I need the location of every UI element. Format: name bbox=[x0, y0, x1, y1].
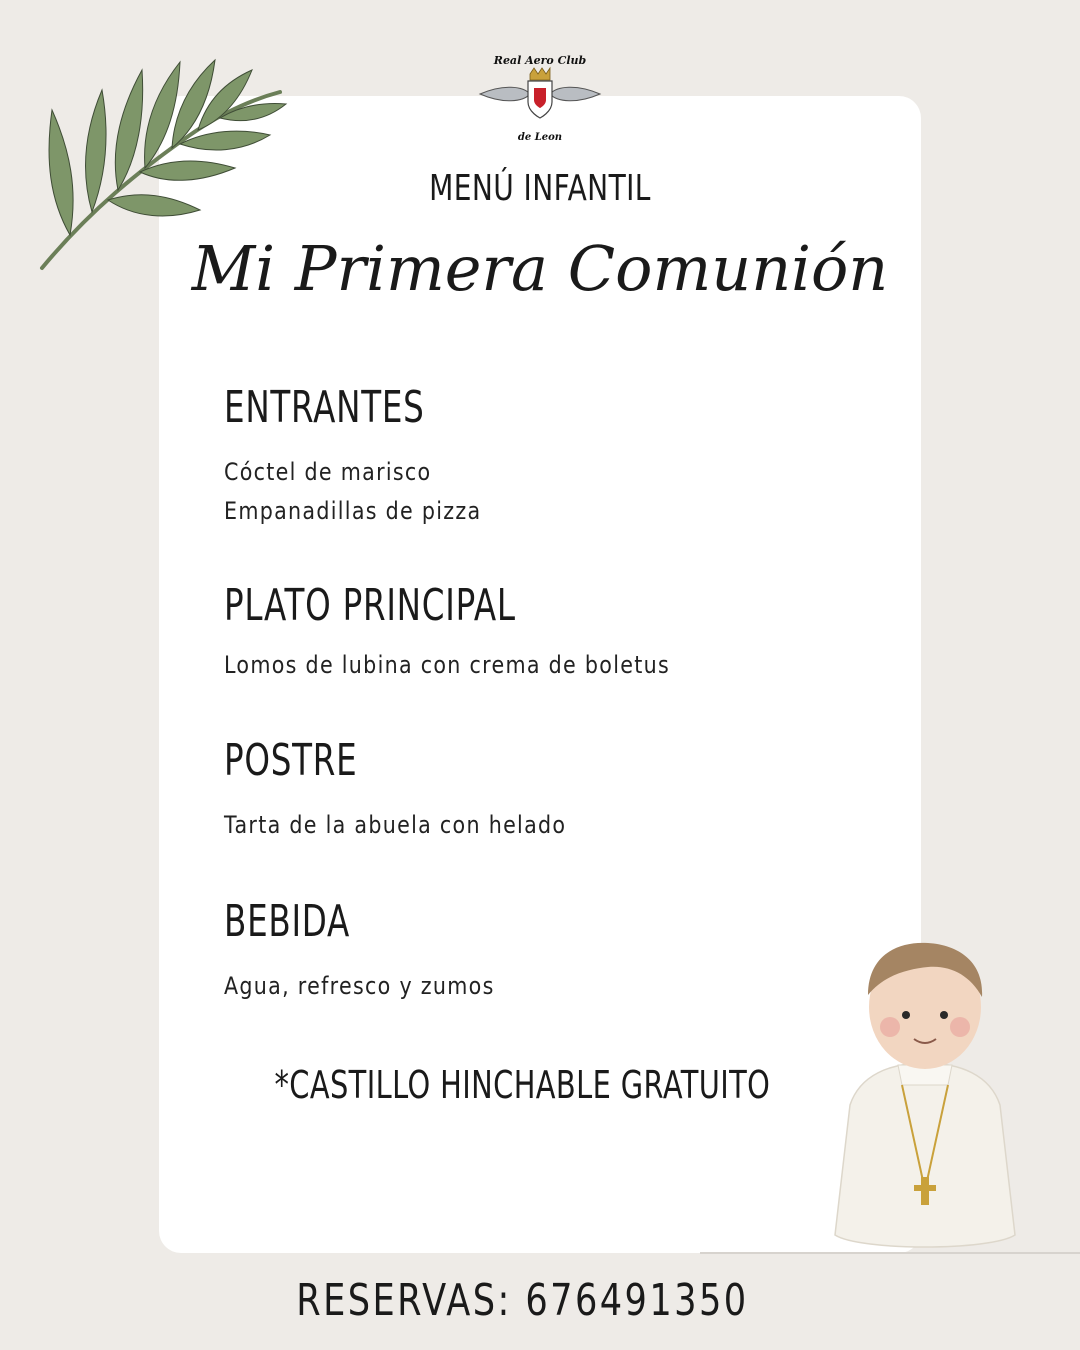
logo-line1: Real Aero Club bbox=[493, 54, 587, 67]
menu-item: Empanadillas de pizza bbox=[224, 497, 482, 525]
section-title-plato-principal: PLATO PRINCIPAL bbox=[224, 580, 516, 631]
menu-item: Agua, refresco y zumos bbox=[224, 972, 495, 1000]
menu-item: Lomos de lubina con crema de boletus bbox=[224, 651, 671, 679]
menu-item: Cóctel de marisco bbox=[224, 458, 432, 486]
logo-line2: de Leon bbox=[517, 132, 563, 143]
section-title-bebida: BEBIDA bbox=[224, 896, 351, 947]
menu-title: Mi Primera Comunión bbox=[191, 232, 889, 305]
bouncy-castle-note: *CASTILLO HINCHABLE GRATUITO bbox=[274, 1063, 771, 1107]
section-title-postre: POSTRE bbox=[224, 735, 358, 786]
winged-crest-logo bbox=[478, 50, 602, 146]
menu-subtitle: MENÚ INFANTIL bbox=[429, 168, 651, 209]
club-logo bbox=[478, 50, 602, 146]
communion-boy-illustration bbox=[820, 935, 1030, 1255]
section-title-entrantes: ENTRANTES bbox=[224, 382, 425, 433]
menu-item: Tarta de la abuela con helado bbox=[224, 811, 567, 839]
reservation-phone: RESERVAS: 676491350 bbox=[296, 1275, 749, 1326]
